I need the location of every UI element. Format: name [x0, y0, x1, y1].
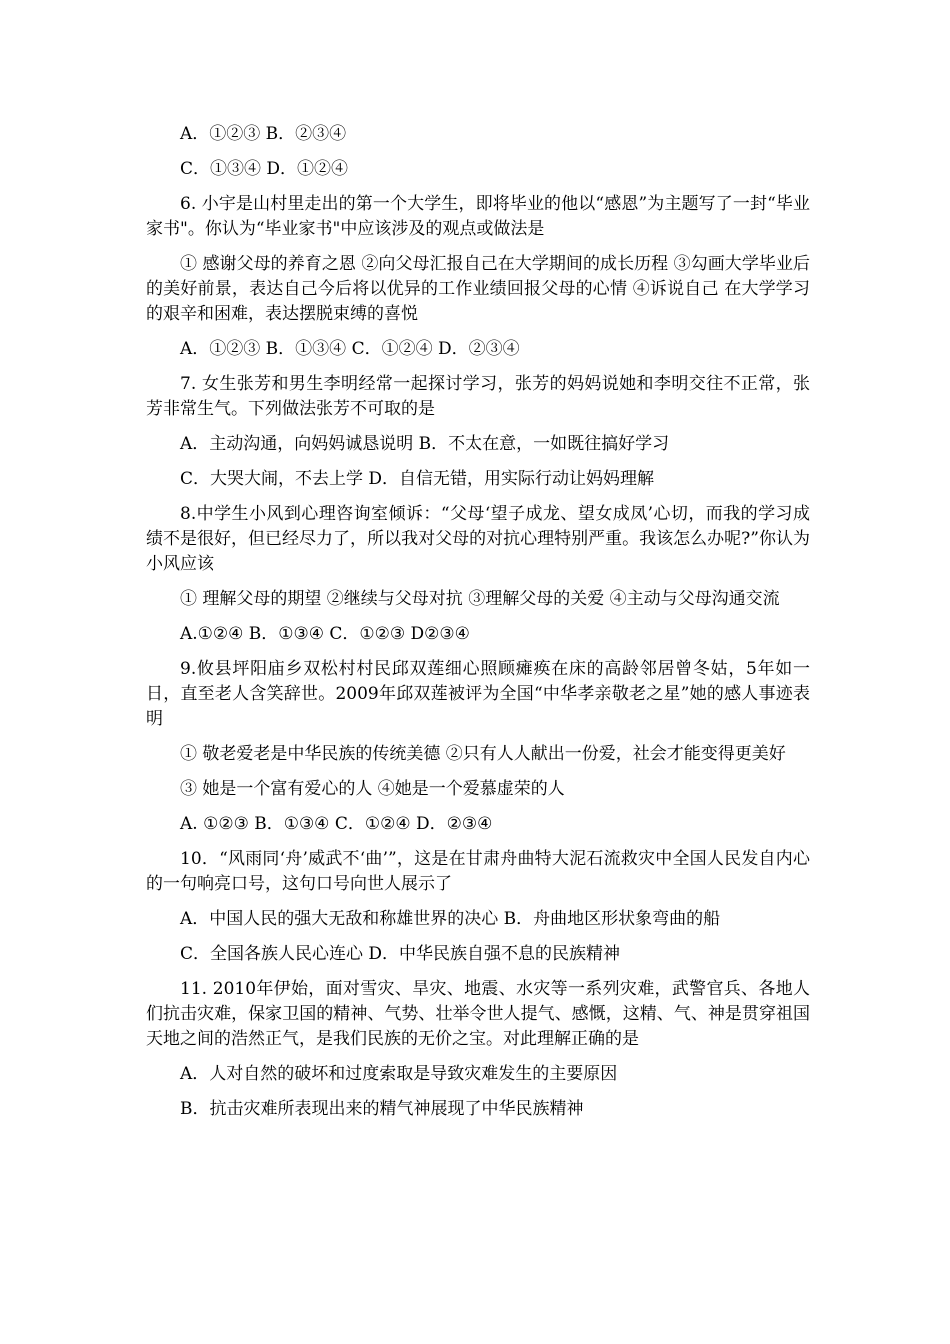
question-11: 11. 2010年伊始，面对雪灾、旱灾、地震、水灾等一系列灾难，武警官兵、各地人们抗击灾难，保家卫国的精神、气势、壮举令世人提气、感慨，这精、气、神是贯穿祖国天地之间的浩然正气，是我们民族的无价之宝。对此理解正确的是 — [146, 979, 810, 1049]
answer-option-q11-b: B．抗击灾难所表现出来的精气神展现了中华民族精神 — [180, 1099, 584, 1119]
answer-options-q5-line1: A．①②③ B．②③④ — [180, 124, 347, 144]
question-10: 10．“风雨同‘舟’威武不‘曲’”，这是在甘肃舟曲特大泥石流救灾中全国人民发自内心的一句响亮口号，这句口号向世人展示了 — [146, 849, 810, 894]
question-8-statements: ① 理解父母的期望 ②继续与父母对抗 ③理解父母的关爱 ④主动与父母沟通交流 — [180, 589, 780, 609]
answer-options-q7-line2: C．大哭大闹，不去上学 D．自信无错，用实际行动让妈妈理解 — [180, 469, 655, 489]
answer-options-q10-line1: A．中国人民的强大无敌和称雄世界的决心 B．舟曲地区形状象弯曲的船 — [180, 909, 721, 929]
question-8: 8.中学生小风到心理咨询室倾诉：“父母‘望子成龙、望女成凤’心切，而我的学习成绩不是很好，但已经尽力了，所以我对父母的对抗心理特别严重。我该怎么办呢?”你认为小风应该 — [146, 504, 810, 574]
question-6: 6. 小宇是山村里走出的第一个大学生，即将毕业的他以“感恩”为主题写了一封“毕业家书"。你认为“毕业家书"中应该涉及的观点或做法是 — [146, 194, 810, 239]
answer-options-q9: A. ①②③ B．①③④ C．①②④ D．②③④ — [180, 814, 493, 834]
question-9-statements-line1: ① 敬老爱老是中华民族的传统美德 ②只有人人献出一份爱，社会才能变得更美好 — [180, 744, 786, 764]
answer-options-q5-line2: C．①③④ D．①②④ — [180, 159, 349, 179]
answer-options-q8: A.①②④ B．①③④ C．①②③ D②③④ — [180, 624, 470, 644]
document-page — [146, 122, 810, 1132]
answer-options-q6: A．①②③ B．①③④ C．①②④ D．②③④ — [180, 339, 520, 359]
answer-options-q10-line2: C．全国各族人民心连心 D．中华民族自强不息的民族精神 — [180, 944, 621, 964]
question-6-statements: ① 感谢父母的养育之恩 ②向父母汇报自己在大学期间的成长历程 ③勾画大学毕业后的美好前景，表达自己今后将以优异的工作业绩回报父母的心情 ④诉说自己 在大学学习的艰辛和困难，表达摆脱束缚的喜悦 — [146, 254, 810, 324]
answer-option-q11-a: A．人对自然的破坏和过度索取是导致灾难发生的主要原因 — [180, 1064, 618, 1084]
answer-options-q7-line1: A．主动沟通，向妈妈诚恳说明 B．不太在意，一如既往搞好学习 — [180, 434, 670, 454]
question-9-statements-line2: ③ 她是一个富有爱心的人 ④她是一个爱慕虚荣的人 — [180, 779, 565, 799]
question-9: 9.攸县坪阳庙乡双松村村民邱双莲细心照顾瘫痪在床的高龄邻居曾冬姑，5年如一日，直至老人含笑辞世。2009年邱双莲被评为全国“中华孝亲敬老之星”她的感人事迹表明 — [146, 659, 810, 729]
question-7: 7. 女生张芳和男生李明经常一起探讨学习，张芳的妈妈说她和李明交往不正常，张芳非常生气。下列做法张芳不可取的是 — [146, 374, 810, 419]
